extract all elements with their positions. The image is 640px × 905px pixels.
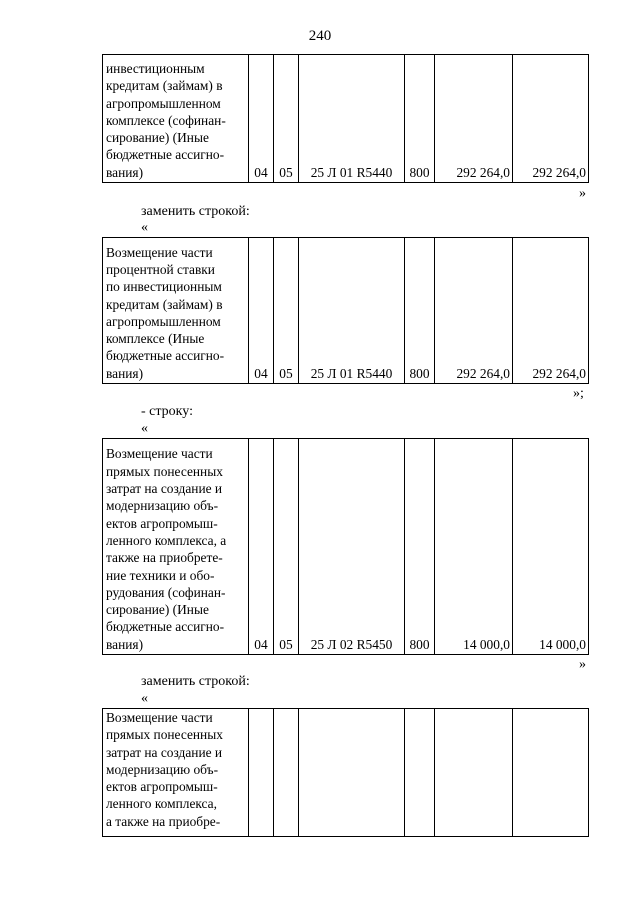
row-target-article: 25 Л 01 R5440: [299, 55, 405, 183]
row-amount-2: 292 264,0: [513, 238, 589, 384]
budget-table-3: [102, 438, 589, 655]
row-section-code: 04: [249, 55, 274, 183]
row-subsection-code: 05: [274, 238, 299, 384]
row-target-article: 25 Л 01 R5440: [299, 238, 405, 384]
table-row: [103, 439, 589, 655]
row-target-article: 25 Л 02 R5450: [299, 439, 405, 655]
opening-quote-2: «: [141, 421, 148, 436]
table-row: [103, 55, 589, 183]
opening-quote-1: «: [141, 220, 148, 235]
table-row: [103, 238, 589, 384]
row-subsection-code: 05: [274, 55, 299, 183]
opening-quote-3: «: [141, 691, 148, 706]
row-expense-type: 800: [405, 55, 435, 183]
row-subsection-code: 05: [274, 439, 299, 655]
row-section-code: 04: [249, 439, 274, 655]
row-description: инвестиционным кредитам (займам) в агропромышленном комплексе (софинан- сирование) (Иные бюджетные ассигно- вания): [103, 55, 249, 183]
row-subsection-code: [274, 709, 299, 837]
row-amount-1: 14 000,0: [435, 439, 513, 655]
closing-quote-3: »: [579, 657, 586, 672]
budget-table-1: [102, 54, 589, 183]
row-description: Возмещение части прямых понесенных затрат на создание и модернизацию объ- ектов агропромыш- ленного комплекса, а также на приобрете- ние техники и обо- рудования (софинан- сирование) (Иные бюджетные ассигно- вания): [103, 439, 249, 655]
row-amount-2: 292 264,0: [513, 55, 589, 183]
row-expense-type: [405, 709, 435, 837]
row-description: Возмещение части прямых понесенных затрат на создание и модернизацию объ- ектов агропромыш- ленного комплекса, а также на приобре-: [103, 709, 249, 837]
closing-quote-1: »: [579, 186, 586, 201]
table-row: [103, 709, 589, 837]
row-amount-2: 14 000,0: [513, 439, 589, 655]
row-amount-2: [513, 709, 589, 837]
row-section-code: 04: [249, 238, 274, 384]
page-number: 240: [308, 28, 332, 44]
closing-quote-2: »;: [573, 386, 584, 401]
replace-with-row-label-2: заменить строкой:: [141, 674, 250, 689]
row-target-article: [299, 709, 405, 837]
budget-table-2: [102, 237, 589, 384]
row-section-code: [249, 709, 274, 837]
budget-table-4: [102, 708, 589, 837]
row-description: Возмещение части процентной ставки по инвестиционным кредитам (займам) в агропромышленном комплексе (Иные бюджетные ассигно- вания): [103, 238, 249, 384]
row-expense-type: 800: [405, 238, 435, 384]
row-amount-1: 292 264,0: [435, 55, 513, 183]
row-amount-1: [435, 709, 513, 837]
replace-with-row-label: заменить строкой:: [141, 204, 250, 219]
row-expense-type: 800: [405, 439, 435, 655]
row-label: - строку:: [141, 404, 193, 419]
row-amount-1: 292 264,0: [435, 238, 513, 384]
